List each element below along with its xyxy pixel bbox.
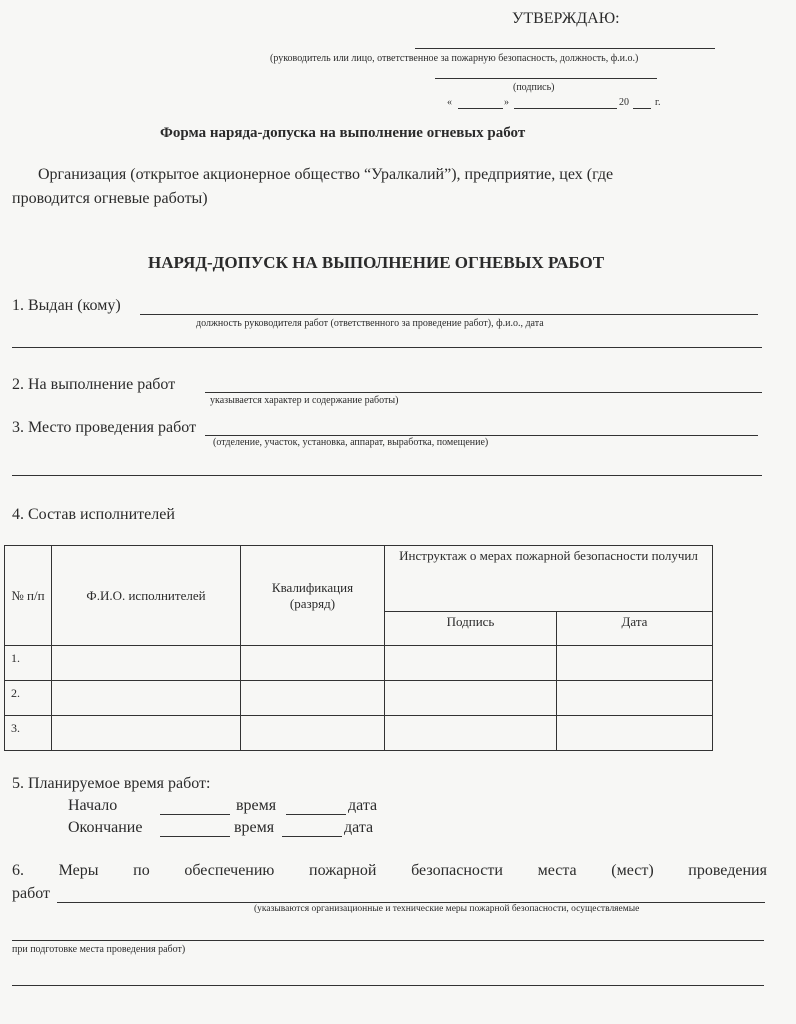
section-2-line xyxy=(205,392,762,393)
header-date: Дата xyxy=(557,612,713,646)
main-title: НАРЯД-ДОПУСК НА ВЫПОЛНЕНИЕ ОГНЕВЫХ РАБОТ xyxy=(148,253,605,272)
section-6-bottom-line xyxy=(12,985,764,986)
cell-name[interactable] xyxy=(52,681,241,716)
start-value-line xyxy=(160,814,230,815)
date-year-line xyxy=(633,108,651,109)
cell-date[interactable] xyxy=(557,646,713,681)
section-5-label: 5. Планируемое время работ: xyxy=(12,775,211,792)
table-row xyxy=(5,681,713,716)
section-1-hint: должность руководителя работ (ответственного за проведение работ), ф.и.о., дата xyxy=(196,318,544,329)
header-instruction: Инструктаж о мерах пожарной безопасности получил xyxy=(385,546,713,612)
date-month-line xyxy=(514,108,617,109)
cell-qualification[interactable] xyxy=(241,681,385,716)
section-3-label: 3. Место проведения работ xyxy=(12,419,197,436)
section-1-line xyxy=(140,314,758,315)
header-num: № п/п xyxy=(5,546,52,646)
section-6-extra-line xyxy=(12,940,764,941)
section-6-word: по xyxy=(133,862,150,879)
end-label: Окончание xyxy=(68,819,143,836)
header-qualification: Квалификация (разряд) xyxy=(241,546,385,646)
cell-date[interactable] xyxy=(557,681,713,716)
section-6-word: (мест) xyxy=(611,862,654,879)
date-year-suffix: г. xyxy=(655,97,661,108)
section-4-label: 4. Состав исполнителей xyxy=(12,506,175,523)
section-2-hint: указывается характер и содержание работы) xyxy=(210,395,399,406)
section-3-line xyxy=(205,435,758,436)
signature-hint: (подпись) xyxy=(513,82,555,93)
section-6-word: места xyxy=(537,862,577,879)
table-row xyxy=(5,716,713,751)
section-6-word: обеспечению xyxy=(184,862,275,879)
form-title: Форма наряда-допуска на выполнение огневых работ xyxy=(160,125,526,141)
section-6-line xyxy=(57,902,765,903)
section-3-hint: (отделение, участок, установка, аппарат, выработка, помещение) xyxy=(213,437,489,448)
cell-date[interactable] xyxy=(557,716,713,751)
section-6-label: работ xyxy=(12,885,51,902)
end-value-line xyxy=(160,836,230,837)
header-signature: Подпись xyxy=(385,612,557,646)
cell-qualification[interactable] xyxy=(241,716,385,751)
cell-signature[interactable] xyxy=(385,646,557,681)
row-number: 3. xyxy=(5,716,52,751)
cell-qualification[interactable] xyxy=(241,646,385,681)
cell-signature[interactable] xyxy=(385,716,557,751)
row-number: 1. xyxy=(5,646,52,681)
header-name: Ф.И.О. исполнителей xyxy=(52,546,241,646)
section-1-extra-line xyxy=(12,347,762,348)
cell-name[interactable] xyxy=(52,716,241,751)
section-6-hint-1: (указываются организационные и технические меры пожарной безопасности, осуществляемые xyxy=(254,904,640,914)
date-open-quote: « xyxy=(447,97,452,108)
section-6-word: проведения xyxy=(688,862,767,879)
organization-line-1: Организация (открытое акционерное общество “Уралкалий”), предприятие, цех (где xyxy=(38,166,614,183)
row-number: 2. xyxy=(5,681,52,716)
date-close-quote: » xyxy=(504,97,509,108)
section-6-word: 6. xyxy=(12,862,24,879)
date-day-line xyxy=(458,108,503,109)
cell-signature[interactable] xyxy=(385,681,557,716)
start-label: Начало xyxy=(68,797,118,814)
date-year: 20 xyxy=(619,97,629,108)
section-6-word: безопасности xyxy=(411,862,503,879)
end-time-line xyxy=(282,836,342,837)
start-date-label: дата xyxy=(348,797,378,814)
approver-hint: (руководитель или лицо, ответственное за пожарную безопасность, должность, ф.и.о.) xyxy=(270,53,639,64)
executors-table xyxy=(4,545,713,751)
start-time-line xyxy=(286,814,346,815)
approve-heading: УТВЕРЖДАЮ: xyxy=(512,10,620,27)
organization-line-2: проводится огневые работы) xyxy=(12,190,208,207)
section-3-extra-line xyxy=(12,475,762,476)
approver-line xyxy=(415,48,715,49)
section-6-word: Меры xyxy=(58,862,99,879)
signature-line xyxy=(435,78,657,79)
end-time-label: время xyxy=(234,819,275,836)
table-row xyxy=(5,646,713,681)
section-2-label: 2. На выполнение работ xyxy=(12,376,176,393)
cell-name[interactable] xyxy=(52,646,241,681)
end-date-label: дата xyxy=(344,819,374,836)
section-1-label: 1. Выдан (кому) xyxy=(12,297,121,314)
section-6-word: пожарной xyxy=(309,862,377,879)
start-time-label: время xyxy=(236,797,277,814)
section-6-hint-2: при подготовке места проведения работ) xyxy=(12,944,186,955)
section-6-line-1 xyxy=(12,862,767,880)
